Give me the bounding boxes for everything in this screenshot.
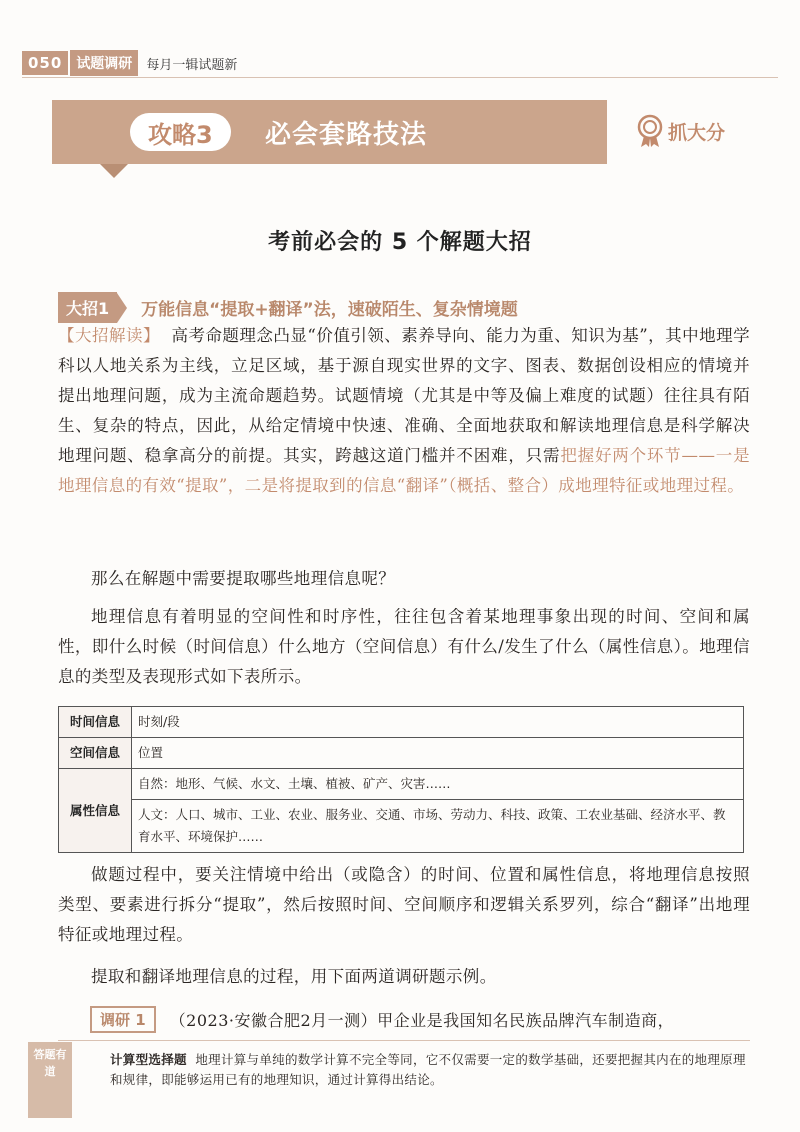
- example-text: （2023·安徽合肥2月一测）甲企业是我国知名民族品牌汽车制造商，: [169, 1011, 675, 1030]
- table-cell: 位置: [132, 738, 744, 769]
- lead-paragraph: 提取和翻译地理信息的过程，用下面两道调研题示例。: [91, 967, 497, 986]
- table-row: [59, 800, 744, 853]
- info-table: [58, 706, 744, 853]
- section-title: 万能信息“提取+翻译”法，速破陌生、复杂情境题: [141, 300, 518, 320]
- explain-paragraph: 地理信息有着明显的空间性和时序性，往往包含着某地理事象出现的时间、空间和属性，即什么时候（时间信息）什么地方（空间信息）有什么/发生了什么（属性信息）。地理信息的类型及表现形式如下表所示。: [58, 607, 750, 686]
- process-paragraph: 做题过程中，要关注情境中给出（或隐含）的时间、位置和属性信息，将地理信息按照类型、要素进行拆分“提取”，然后按照时间、空间顺序和逻辑关系罗列，综合“翻译”出地理特征或地理过程。: [58, 865, 750, 944]
- footer-bold: 计算型选择题: [110, 1052, 187, 1067]
- table-header-cell: 空间信息: [59, 738, 132, 769]
- header-subtitle: 每月一辑试题新: [146, 57, 238, 73]
- example-heading: [90, 1006, 674, 1033]
- page-number: 050: [22, 51, 68, 75]
- section-label: 试题调研: [70, 50, 138, 76]
- banner-tail: [100, 164, 128, 178]
- section-tag: 大招1: [58, 292, 117, 323]
- table-row: [59, 707, 744, 738]
- header-divider: [22, 77, 778, 78]
- table-row: [59, 769, 744, 800]
- table-header-cell: 属性信息: [59, 769, 132, 853]
- intro-text: 高考命题理念凸显“价值引领、素养导向、能力为重、知识为基”，其中地理学科以人地关系为主线，立足区域，基于源自现实世界的文字、图表、数据创设相应的情境并提出地理问题，成为主流命题趋势。试题情境（尤其是中等及偏上难度的试题）往往具有陌生、复杂的特点，因此，从给定情境中快速、准确、全面地获取和解读地理信息是科学解决地理问题、稳拿高分的前提。其实，跨越这道门槛并不困难，只需: [58, 326, 750, 465]
- table-header-cell: 时间信息: [59, 707, 132, 738]
- table-row: [59, 738, 744, 769]
- table-cell: 人文：人口、城市、工业、农业、服务业、交通、市场、劳动力、科技、政策、工农业基础、经济水平、教育水平、环境保护……: [132, 800, 744, 853]
- side-tab-label: 答题有道: [33, 1048, 67, 1078]
- footer-text: 地理计算与单纯的数学计算不完全等同，它不仅需要一定的数学基础，还要把握其内在的地理原理和规律，即能够运用已有的地理知识，通过计算得出结论。: [110, 1052, 746, 1087]
- example-tag: 调研 1: [90, 1006, 156, 1033]
- award-text: 抓大分: [668, 121, 726, 144]
- banner-title: 必会套路技法: [265, 119, 428, 150]
- award-label: [636, 114, 725, 148]
- strategy-badge: 攻略3: [130, 113, 231, 151]
- intro-highlight: 把握好两个环节——一是地理信息的有效“提取”，二是将提取到的信息“翻译”（概括、整合）成地理特征或地理过程。: [58, 446, 750, 495]
- page-header: [22, 50, 237, 76]
- medal-icon: [636, 114, 664, 148]
- section-arrow: [117, 293, 127, 323]
- table-cell: 时刻/段: [132, 707, 744, 738]
- section-heading: [58, 292, 518, 323]
- intro-paragraph: [58, 321, 750, 501]
- question-paragraph: 那么在解题中需要提取哪些地理信息呢？: [91, 569, 396, 588]
- footer-note: [110, 1050, 750, 1090]
- table-cell: 自然：地形、气候、水文、土壤、植被、矿产、灾害……: [132, 769, 744, 800]
- footer-divider: [58, 1040, 750, 1041]
- main-title: 考前必会的 5 个解题大招: [268, 230, 532, 255]
- intro-label: 【大招解读】: [58, 326, 160, 345]
